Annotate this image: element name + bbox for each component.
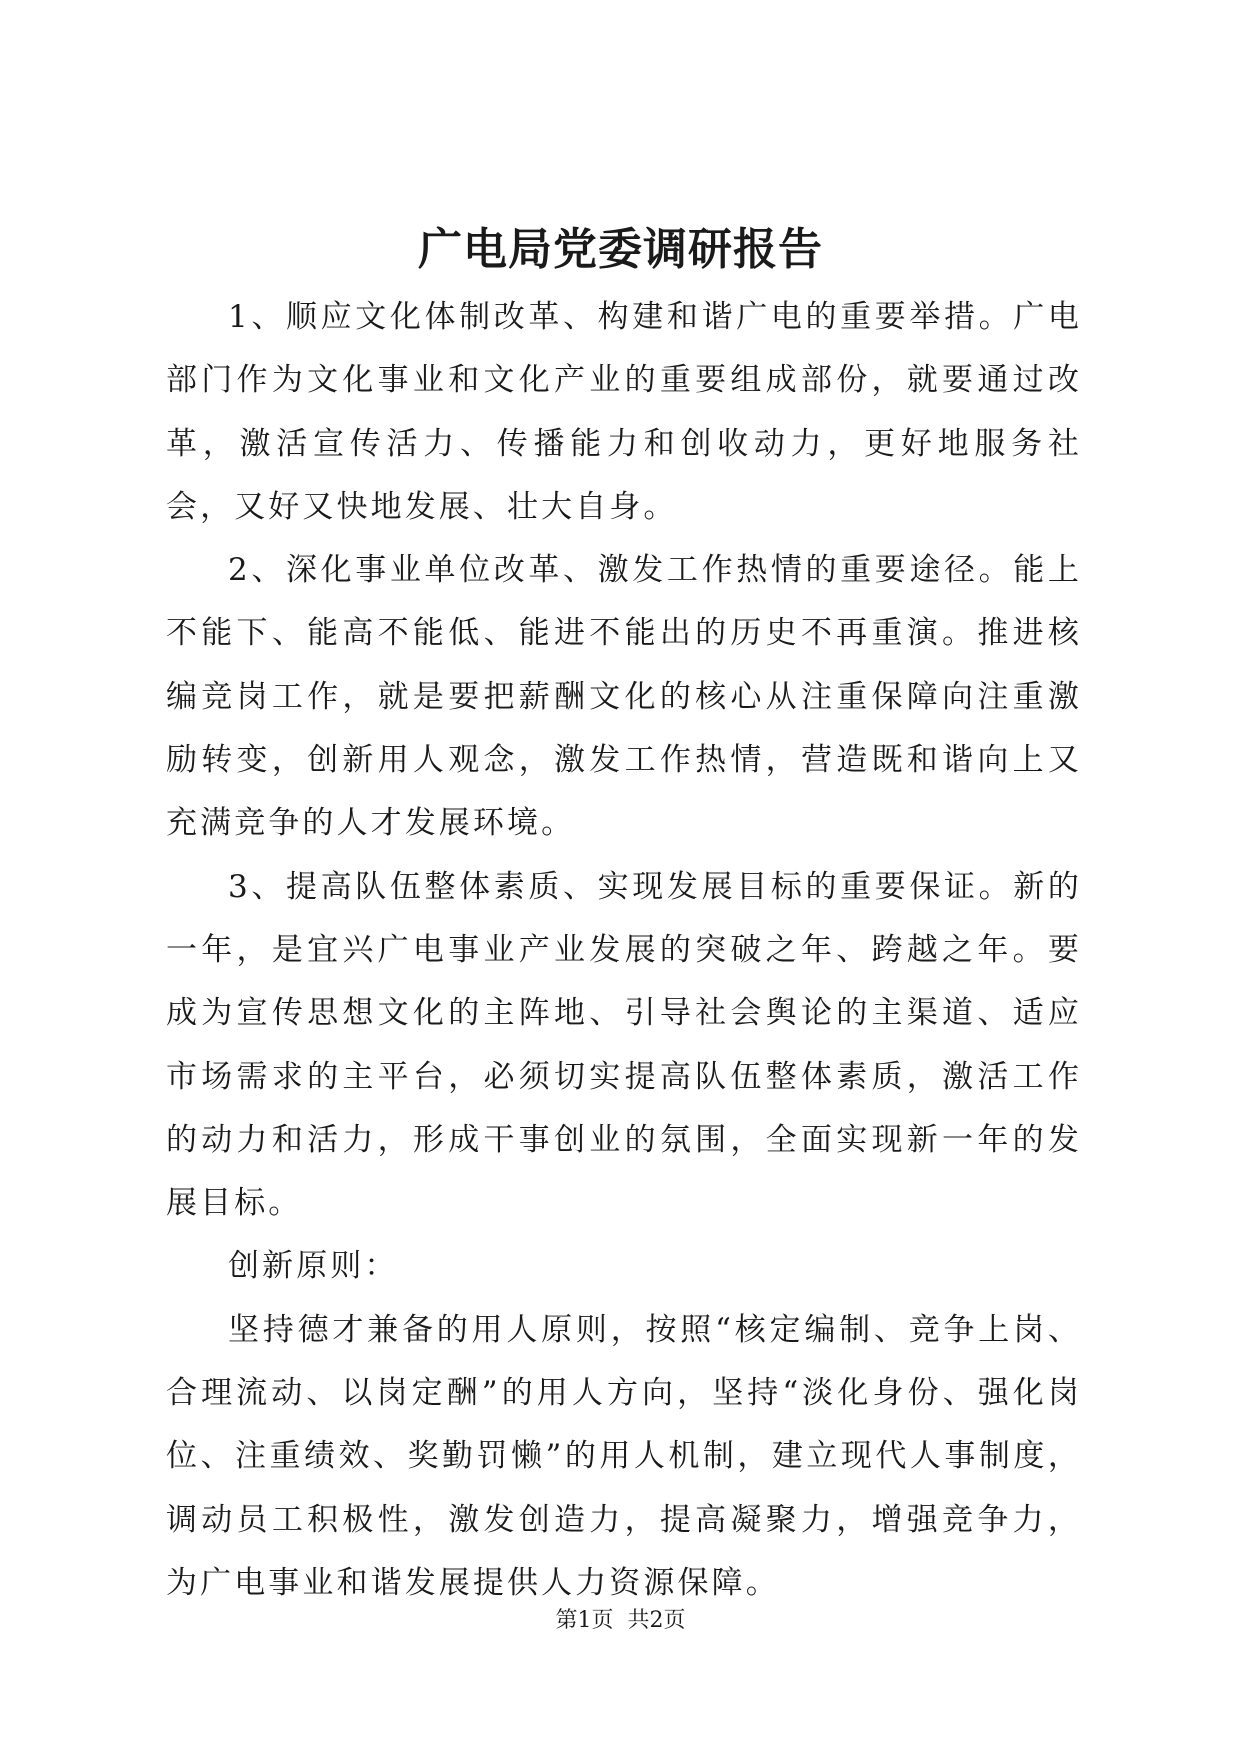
page-footer bbox=[0, 1606, 1241, 1636]
paragraph-2: 2、深化事业单位改革、激发工作热情的重要途径。能上不能下、能高不能低、能进不能出的历史不再重演。推进核编竞岗工作，就是要把薪酬文化的核心从注重保障向注重激励转变，创新用人观念，激发工作热情，营造既和谐向上又充满竞争的人才发展环境。 bbox=[166, 552, 1082, 842]
paragraph-1: 1、顺应文化体制改革、构建和谐广电的重要举措。广电部门作为文化事业和文化产业的重要组成部份，就要通过改革，激活宣传活力、传播能力和创收动力，更好地服务社会，又好又快地发展、壮大自身。 bbox=[166, 299, 1082, 525]
page-number-total: 共2页 bbox=[627, 1608, 686, 1633]
document-body bbox=[166, 286, 1082, 1615]
paragraph-3: 3、提高队伍整体素质、实现发展目标的重要保证。新的一年，是宜兴广电事业产业发展的突破之年、跨越之年。要成为宣传思想文化的主阵地、引导社会舆论的主渠道、适应市场需求的主平台，必须切实提高队伍整体素质，激活工作的动力和活力，形成干事创业的氛围，全面实现新一年的发展目标。 bbox=[166, 868, 1082, 1222]
document-title: 广电局党委调研报告 bbox=[418, 224, 823, 275]
page-number-current: 第1页 bbox=[555, 1608, 614, 1633]
section-heading-innovation-principles: 创新原则： bbox=[228, 1248, 399, 1285]
paragraph-5: 坚持德才兼备的用人原则，按照“核定编制、竞争上岗、合理流动、以岗定酬”的用人方向，坚持“淡化身份、强化岗位、注重绩效、奖勤罚懒”的用人机制，建立现代人事制度，调动员工积极性，激发创造力，提高凝聚力，增强竞争力，为广电事业和谐发展提供人力资源保障。 bbox=[166, 1311, 1082, 1601]
